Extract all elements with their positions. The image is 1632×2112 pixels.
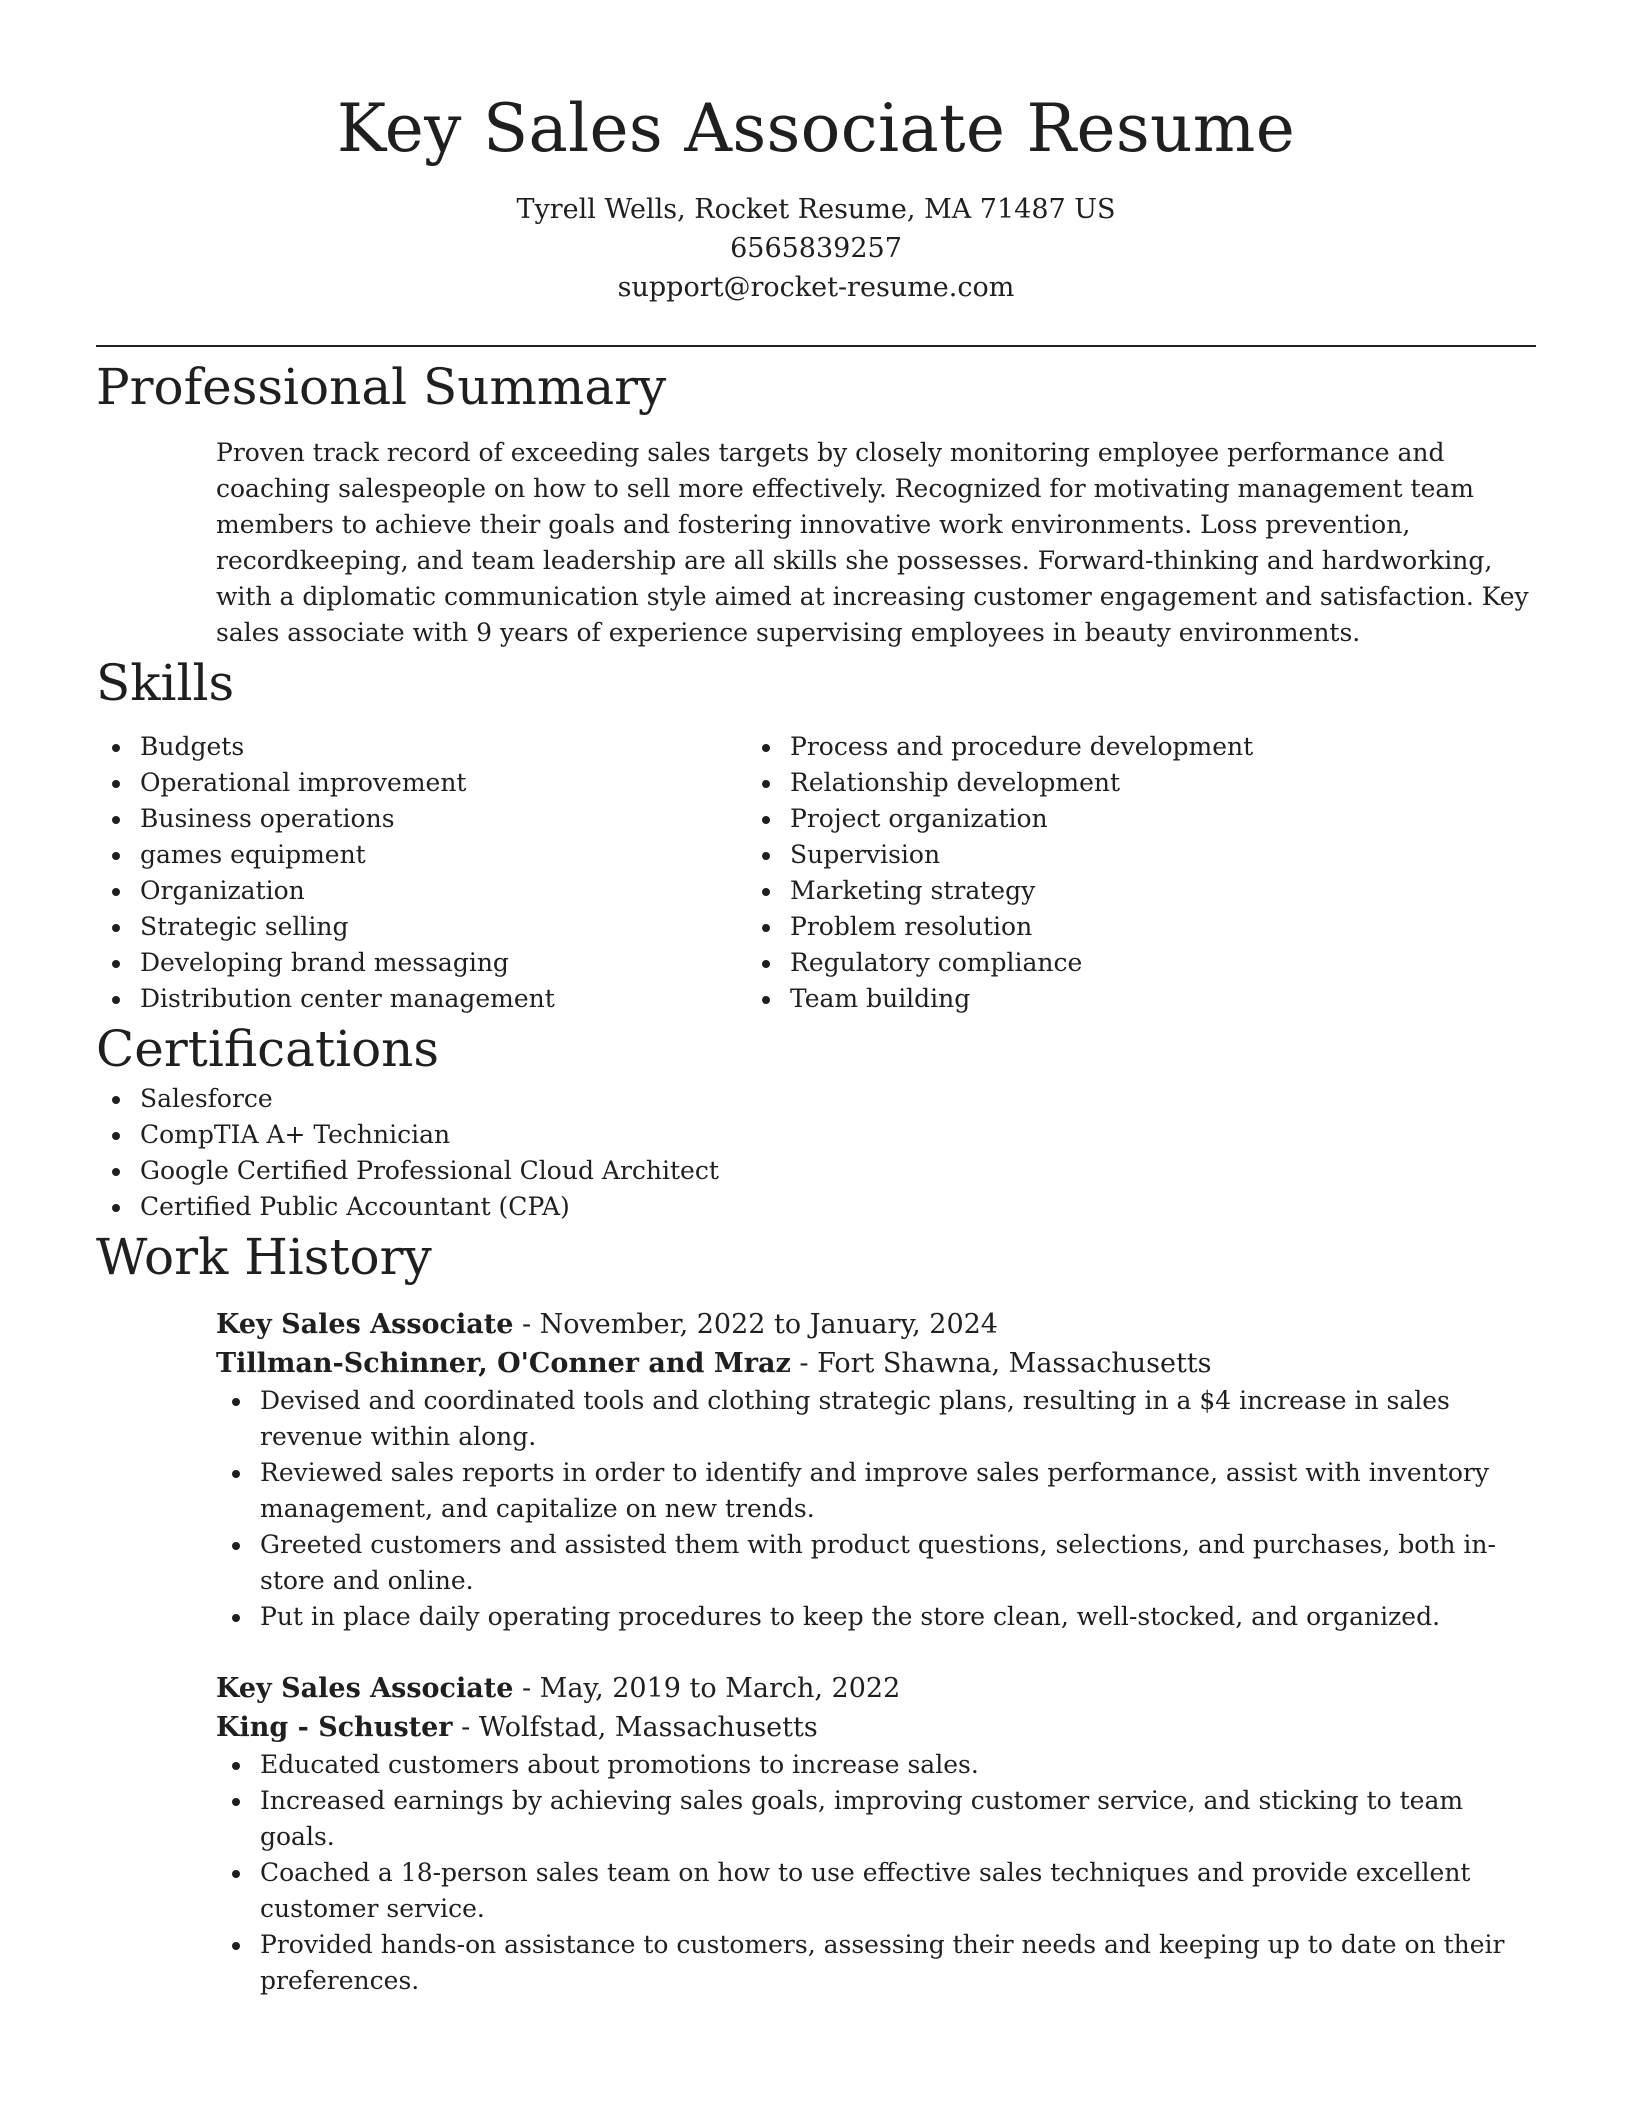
certifications-list	[96, 1081, 1536, 1225]
certification-item: Salesforce	[96, 1081, 1536, 1117]
header-divider	[96, 345, 1536, 347]
job-bullet: Reviewed sales reports in order to identify and improve sales performance, assist with inventory management, and capitalize on new trends.	[216, 1455, 1536, 1527]
job-bullet: Educated customers about promotions to increase sales.	[216, 1747, 1536, 1783]
resume-title: Key Sales Associate Resume	[336, 90, 1296, 167]
job-bullet: Put in place daily operating procedures to keep the store clean, well-stocked, and organized.	[216, 1599, 1536, 1635]
skill-item: Business operations	[96, 801, 746, 837]
skill-item: games equipment	[96, 837, 746, 873]
resume-page	[96, 0, 1536, 1999]
summary-text: Proven track record of exceeding sales targets by closely monitoring employee performance and coaching salespeople on how to sell more effectively. Recognized for motivating management team members to achieve their goals and fostering innovative work environments. Loss prevention, recordkeeping, and team leadership are all skills she possesses. Forward-thinking and hardworking, with a diplomatic communication style aimed at increasing customer engagement and satisfaction. Key sales associate with 9 years of experience supervising employees in beauty environments.	[216, 438, 1529, 647]
certifications-heading: Certifications	[96, 1020, 440, 1078]
skill-item: Organization	[96, 873, 746, 909]
skill-item: Operational improvement	[96, 765, 746, 801]
job-bullets	[216, 1747, 1536, 1999]
job-title: Key Sales Associate	[216, 1309, 514, 1340]
summary-heading: Professional Summary	[96, 358, 667, 416]
job-location: Fort Shawna, Massachusetts	[817, 1348, 1212, 1379]
job-bullets	[216, 1383, 1536, 1635]
job-company-line	[216, 1708, 1536, 1747]
skill-item: Strategic selling	[96, 909, 746, 945]
certification-item: CompTIA A+ Technician	[96, 1117, 1536, 1153]
skill-item: Marketing strategy	[746, 873, 1366, 909]
work-history-heading: Work History	[96, 1228, 432, 1286]
job-bullet: Increased earnings by achieving sales goals, improving customer service, and sticking to team goals.	[216, 1783, 1536, 1855]
certification-item: Certified Public Accountant (CPA)	[96, 1189, 1536, 1225]
skill-item: Supervision	[746, 837, 1366, 873]
job-company-line	[216, 1344, 1536, 1383]
contact-phone: 6565839257	[730, 233, 902, 264]
job-entry	[216, 1669, 1536, 1999]
skill-item: Relationship development	[746, 765, 1366, 801]
job-dates: November, 2022 to January, 2024	[539, 1309, 998, 1340]
job-separator: -	[513, 1309, 540, 1340]
job-bullet: Coached a 18-person sales team on how to use effective sales techniques and provide excellent customer service.	[216, 1855, 1536, 1927]
job-separator: -	[452, 1712, 479, 1743]
skill-item: Developing brand messaging	[96, 945, 746, 981]
job-company: King - Schuster	[216, 1712, 453, 1743]
job-title-line	[216, 1305, 1536, 1344]
job-dates: May, 2019 to March, 2022	[539, 1673, 901, 1704]
skills-heading: Skills	[96, 654, 235, 712]
job-location: Wolfstad, Massachusetts	[478, 1712, 818, 1743]
skill-item: Regulatory compliance	[746, 945, 1366, 981]
contact-email: support@rocket-resume.com	[617, 272, 1015, 303]
certification-item: Google Certified Professional Cloud Architect	[96, 1153, 1536, 1189]
skills-column-1	[96, 729, 746, 1017]
job-bullet: Provided hands-on assistance to customers, assessing their needs and keeping up to date on their preferences.	[216, 1927, 1536, 1999]
skills-column-2	[746, 729, 1366, 1017]
skill-item: Process and procedure development	[746, 729, 1366, 765]
job-entry	[216, 1305, 1536, 1635]
skill-item: Project organization	[746, 801, 1366, 837]
job-company: Tillman-Schinner, O'Conner and Mraz	[216, 1348, 791, 1379]
job-bullet: Devised and coordinated tools and clothing strategic plans, resulting in a $4 increase in sales revenue within along.	[216, 1383, 1536, 1455]
skills-list	[96, 729, 1536, 1017]
job-title-line	[216, 1669, 1536, 1708]
skill-item: Distribution center management	[96, 981, 746, 1017]
skill-item: Budgets	[96, 729, 746, 765]
job-separator: -	[790, 1348, 818, 1379]
contact-block	[96, 190, 1536, 307]
job-title: Key Sales Associate	[216, 1673, 514, 1704]
skill-item: Team building	[746, 981, 1366, 1017]
skill-item: Problem resolution	[746, 909, 1366, 945]
job-bullet: Greeted customers and assisted them with product questions, selections, and purchases, both in-store and online.	[216, 1527, 1536, 1599]
job-separator: -	[513, 1673, 540, 1704]
contact-address: Tyrell Wells, Rocket Resume, MA 71487 US	[516, 194, 1116, 225]
